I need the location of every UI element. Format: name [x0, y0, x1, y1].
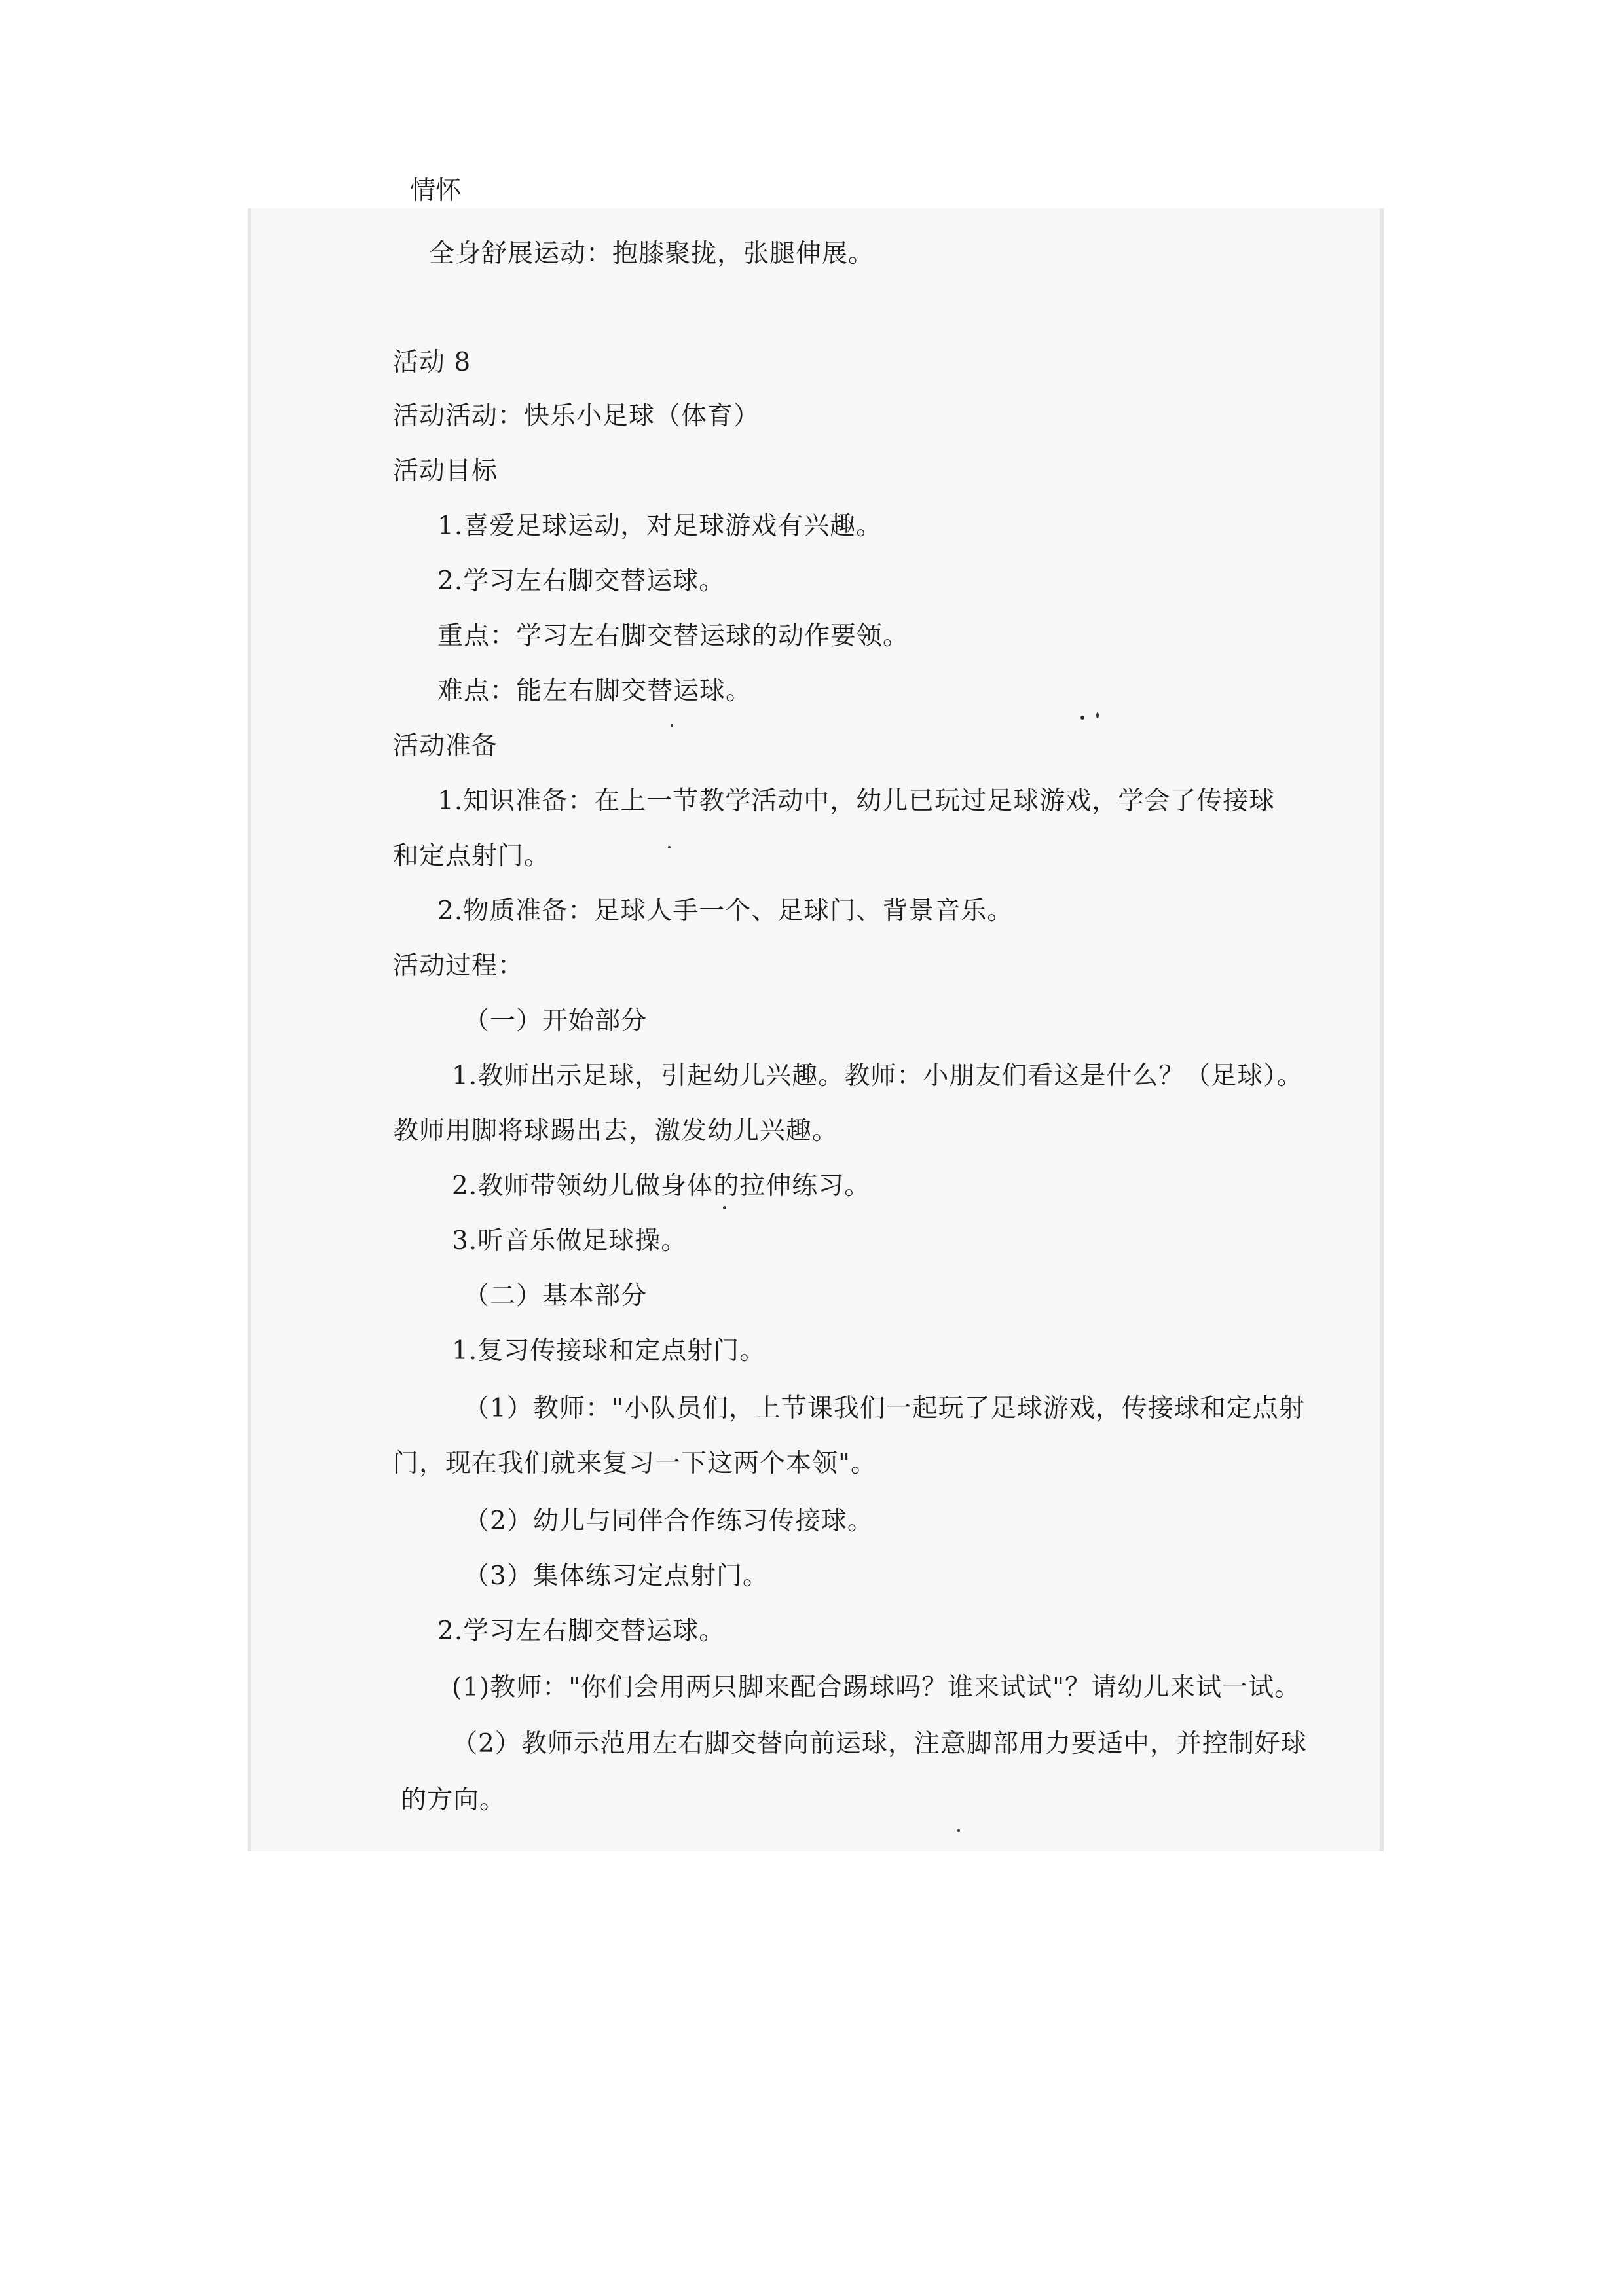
basic-item-2-sub-2-cont: 的方向。	[401, 1785, 506, 1815]
basic-item-1-sub-2: （2）幼儿与同伴合作练习传接球。	[464, 1506, 874, 1536]
preparation-item-2: 2.物质准备：足球人手一个、足球门、背景音乐。	[437, 896, 1014, 926]
basic-item-1-sub-3: （3）集体练习定点射门。	[464, 1561, 769, 1591]
cut-off-text: 情怀	[410, 176, 462, 206]
scanned-page	[248, 176, 1384, 1851]
scan-edge-right	[1380, 208, 1384, 1851]
key-point: 重点：学习左右脚交替运球的动作要领。	[437, 621, 910, 651]
scan-edge-left	[248, 208, 251, 1851]
basic-item-1: 1.复习传接球和定点射门。	[452, 1336, 766, 1366]
basic-item-2: 2.学习左右脚交替运球。	[437, 1616, 726, 1646]
section-heading-goals: 活动目标	[393, 456, 498, 486]
text-line-stretch: 全身舒展运动：抱膝聚拢，张腿伸展。	[429, 239, 875, 268]
scan-speck	[723, 1206, 726, 1209]
scan-speck	[1080, 716, 1084, 720]
preparation-item-1: 1.知识准备：在上一节教学活动中，幼儿已玩过足球游戏，学会了传接球	[437, 786, 1276, 816]
scan-speck	[671, 724, 673, 727]
goal-item-1: 1.喜爱足球运动，对足球游戏有兴趣。	[437, 511, 883, 541]
scan-speck	[957, 1829, 960, 1832]
process-item-2: 2.教师带领幼儿做身体的拉伸练习。	[452, 1171, 871, 1201]
basic-item-2-sub-1: (1)教师："你们会用两只脚来配合踢球吗？谁来试试"？请幼儿来试一试。	[452, 1673, 1301, 1702]
section-heading-process: 活动过程：	[393, 951, 525, 981]
basic-item-2-sub-2: （2）教师示范用左右脚交替向前运球，注意脚部用力要适中，并控制好球	[452, 1729, 1307, 1758]
difficult-point: 难点：能左右脚交替运球。	[437, 676, 752, 706]
cut-off-text-line	[410, 176, 475, 211]
process-item-1: 1.教师出示足球，引起幼儿兴趣。教师：小朋友们看这是什么？（足球）。	[452, 1061, 1303, 1091]
goal-item-2: 2.学习左右脚交替运球。	[437, 566, 726, 596]
section-heading-preparation: 活动准备	[393, 731, 498, 761]
scan-speck	[1096, 712, 1099, 718]
process-item-3: 3.听音乐做足球操。	[452, 1226, 688, 1256]
subsection-basic: （二）基本部分	[464, 1281, 648, 1311]
preparation-item-1-cont: 和定点射门。	[393, 841, 551, 871]
scan-speck	[668, 846, 671, 848]
basic-item-1-sub-1-cont: 门，现在我们就来复习一下这两个本领"。	[393, 1449, 877, 1478]
process-item-1-cont: 教师用脚将球踢出去，激发幼儿兴趣。	[393, 1116, 839, 1146]
subsection-start: （一）开始部分	[464, 1006, 648, 1036]
activity-title: 活动活动：快乐小足球（体育）	[393, 401, 760, 431]
basic-item-1-sub-1: （1）教师："小队员们，上节课我们一起玩了足球游戏，传接球和定点射	[464, 1394, 1305, 1423]
activity-heading: 活动 8	[393, 348, 471, 377]
